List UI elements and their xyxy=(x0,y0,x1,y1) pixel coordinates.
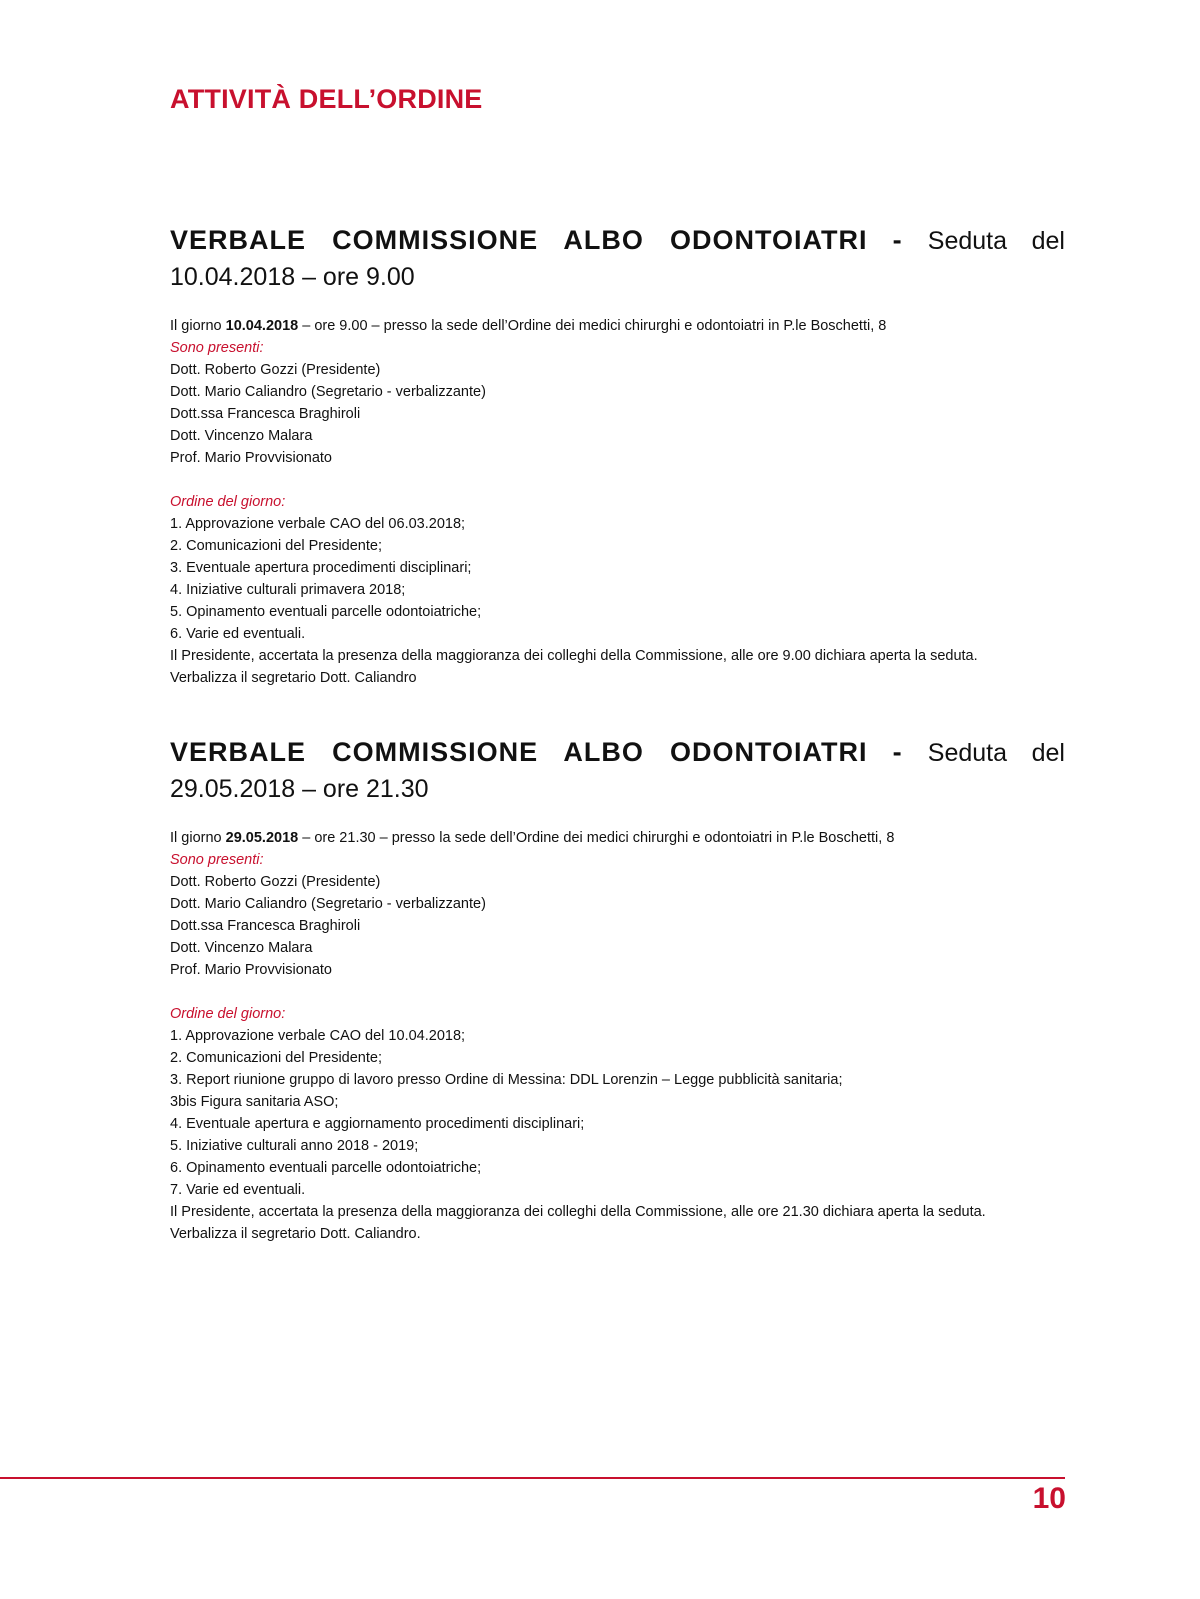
presente-item: Dott. Mario Caliandro (Segretario - verbalizzante) xyxy=(170,896,486,912)
verbale-1-title-bold: VERBALE COMMISSIONE ALBO ODONTOIATRI xyxy=(170,225,868,255)
intro-prefix: Il giorno xyxy=(170,830,226,846)
verbale-1-title-rest: Seduta del xyxy=(927,227,1065,255)
odg-item: Il Presidente, accertata la presenza della maggioranza dei colleghi della Commissione, alle ore 9.00 dichiara aperta la seduta. xyxy=(170,648,978,664)
page-number: 10 xyxy=(1032,1482,1066,1515)
odg-item: 5. Iniziative culturali anno 2018 - 2019; xyxy=(170,1138,419,1154)
presente-item: Dott.ssa Francesca Braghiroli xyxy=(170,406,361,422)
odg-item: 3. Report riunione gruppo di lavoro presso Ordine di Messina: DDL Lorenzin – Legge pubblicità sanitaria; xyxy=(170,1072,843,1088)
presente-item: Dott. Roberto Gozzi (Presidente) xyxy=(170,874,381,890)
presente-item: Dott. Vincenzo Malara xyxy=(170,428,313,444)
presente-item: Dott.ssa Francesca Braghiroli xyxy=(170,918,361,934)
verbale-2-heading xyxy=(170,734,1065,771)
odg-item: 5. Opinamento eventuali parcelle odontoiatriche; xyxy=(170,604,482,620)
intro-prefix: Il giorno xyxy=(170,318,226,334)
odg-item: 3. Eventuale apertura procedimenti disciplinari; xyxy=(170,560,472,576)
odg-item: 1. Approvazione verbale CAO del 10.04.2018; xyxy=(170,1028,466,1044)
odg-item: 3bis Figura sanitaria ASO; xyxy=(170,1094,339,1110)
odg-item: 2. Comunicazioni del Presidente; xyxy=(170,1050,382,1066)
presente-item: Prof. Mario Provvisionato xyxy=(170,962,332,978)
presente-item: Dott. Roberto Gozzi (Presidente) xyxy=(170,362,381,378)
odg-item: 6. Varie ed eventuali. xyxy=(170,626,306,642)
verbale-2-title-line2: 29.05.2018 – ore 21.30 xyxy=(170,775,429,803)
verbale-1-intro xyxy=(170,315,1065,337)
odg-item: Verbalizza il segretario Dott. Caliandro. xyxy=(170,1226,421,1242)
verbale-2-title-bold: VERBALE COMMISSIONE ALBO ODONTOIATRI xyxy=(170,737,868,767)
odg-label: Ordine del giorno: xyxy=(170,1006,286,1022)
verbale-2-body xyxy=(170,827,1065,1245)
intro-rest: – ore 21.30 – presso la sede dell’Ordine dei medici chirurghi e odontoiatri in P.le Boschetti, 8 xyxy=(298,830,895,846)
odg-item: 7. Varie ed eventuali. xyxy=(170,1182,306,1198)
odg-item: 1. Approvazione verbale CAO del 06.03.2018; xyxy=(170,516,466,532)
presente-item: Dott. Mario Caliandro (Segretario - verbalizzante) xyxy=(170,384,486,400)
odg-label: Ordine del giorno: xyxy=(170,494,286,510)
presente-item: Prof. Mario Provvisionato xyxy=(170,450,332,466)
verbale-1-title-line2: 10.04.2018 – ore 9.00 xyxy=(170,263,415,291)
odg-item: Verbalizza il segretario Dott. Caliandro xyxy=(170,670,417,686)
presente-item: Dott. Vincenzo Malara xyxy=(170,940,313,956)
odg-item: 6. Opinamento eventuali parcelle odontoiatriche; xyxy=(170,1160,482,1176)
presenti-label: Sono presenti: xyxy=(170,340,264,356)
odg-item: 2. Comunicazioni del Presidente; xyxy=(170,538,382,554)
verbale-2 xyxy=(170,734,1065,1245)
presenti-label: Sono presenti: xyxy=(170,852,264,868)
verbale-1-body xyxy=(170,315,1065,689)
verbale-2-title-rest: Seduta del xyxy=(927,739,1065,767)
spacer xyxy=(170,469,1065,491)
intro-date: 10.04.2018 xyxy=(225,318,299,334)
section-title: ATTIVITÀ DELL’ORDINE xyxy=(170,84,483,114)
verbale-2-intro xyxy=(170,827,1065,849)
verbale-1 xyxy=(170,222,1065,689)
odg-item: Il Presidente, accertata la presenza della maggioranza dei colleghi della Commissione, alle ore 21.30 dichiara aperta la seduta. xyxy=(170,1204,986,1220)
intro-rest: – ore 9.00 – presso la sede dell’Ordine dei medici chirurghi e odontoiatri in P.le Boschetti, 8 xyxy=(298,318,887,334)
odg-item: 4. Eventuale apertura e aggiornamento procedimenti disciplinari; xyxy=(170,1116,585,1132)
intro-date: 29.05.2018 xyxy=(225,830,299,846)
spacer xyxy=(170,981,1065,1003)
footer-rule xyxy=(0,1477,1065,1479)
verbale-1-title-dash: - xyxy=(892,225,903,255)
verbale-1-heading xyxy=(170,222,1065,259)
verbale-2-title-dash: - xyxy=(892,737,903,767)
odg-item: 4. Iniziative culturali primavera 2018; xyxy=(170,582,406,598)
